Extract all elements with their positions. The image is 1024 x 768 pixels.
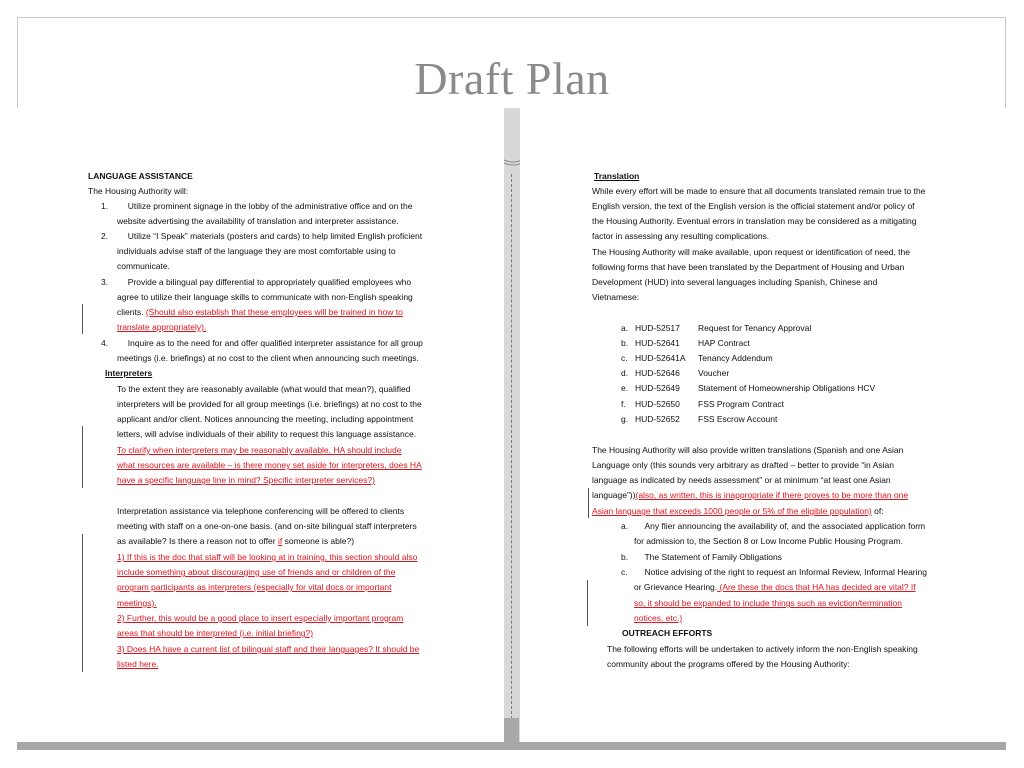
sublist-item-line: or Grievance Hearing. (Are these the docs that HA has decided are vital? If xyxy=(634,582,916,592)
paragraph-line: language”))(also, as written, this is inappropriate if there proves to be more than one xyxy=(592,490,909,500)
form-list-item: f. HUD-52650 FSS Program Contract xyxy=(621,399,784,409)
review-comment: 3) Does HA have a current list of bilingual staff and their languages? It should be xyxy=(117,644,420,654)
translation-heading: Translation xyxy=(594,171,640,181)
list-item-line: agree to utilize their language skills to communicate with non-English speaking xyxy=(117,292,413,302)
sublist-item: b. The Statement of Family Obligations xyxy=(621,552,782,562)
paragraph-line: To the extent they are reasonably available (what would that mean?), qualified xyxy=(117,384,411,394)
gutter-divider xyxy=(511,174,512,719)
review-comment: include something about discouraging use of friends and or children of the xyxy=(117,567,396,577)
review-comment: meetings). xyxy=(117,598,157,608)
review-comment: 1) If this is the doc that staff will be looking at in training, this section should also xyxy=(117,552,418,562)
paragraph-line: Asian language that exceeds 1000 people or 5% of the eligible population) of: xyxy=(592,506,884,516)
paragraph-line: meeting with staff on a one-on-one basis. (and on-site bilingual staff interpreters xyxy=(117,521,417,531)
paragraph-line: language as indicated by needs assessment” or at minimum “at least one Asian xyxy=(592,475,891,485)
paragraph-line: interpreters will be provided for all group meetings (i.e. briefings) at no cost to the xyxy=(117,399,422,409)
gutter-scroll-tab xyxy=(504,718,519,742)
change-bar xyxy=(82,426,83,488)
sublist-item: a. Any flier announcing the availability of, and the associated application form xyxy=(621,521,926,531)
list-item-line: communicate. xyxy=(117,261,170,271)
paragraph-line: the Housing Authority. Eventual errors in translation may be considered as a mitigating xyxy=(592,216,917,226)
sublist-item-line: for admission to, the Section 8 or Low Income Public Housing Program. xyxy=(634,536,903,546)
change-bar xyxy=(587,580,588,626)
paragraph-line: The Housing Authority will make available, upon request or identification of need, the xyxy=(592,247,910,257)
form-list-item: e. HUD-52649 Statement of Homeownership Obligations HCV xyxy=(621,383,876,393)
paragraph-line: factor in assessing any resulting complications. xyxy=(592,231,770,241)
right-document-page xyxy=(520,108,1006,742)
review-comment: what resources are available – is there money set aside for interpreters, does HA xyxy=(117,460,422,470)
list-item: 4. Inquire as to the need for and offer qualified interpreter assistance for all group xyxy=(101,338,423,348)
paragraph-line: The following efforts will be undertaken to actively inform the non-English speaking xyxy=(607,644,918,654)
paragraph-line: English version, the text of the English version is the official statement and/or policy of xyxy=(592,201,915,211)
review-comment: (Are these the docs that HA has decided are vital? If xyxy=(717,582,916,592)
form-list-item: g. HUD-52652 FSS Escrow Account xyxy=(621,414,778,424)
paragraph-line: community about the programs offered by the Housing Authority: xyxy=(607,659,850,669)
review-comment: Asian language that exceeds 1000 people or 5% of the eligible population) xyxy=(592,506,872,516)
intro-line: The Housing Authority will: xyxy=(88,186,189,196)
paragraph-line: letters, will advise individuals of their ability to request this language assistance. xyxy=(117,429,417,439)
review-comment: translate appropriately). xyxy=(117,322,207,332)
paragraph-line: Development (HUD) into several languages including Spanish, Chinese and xyxy=(592,277,878,287)
paragraph-line: While every effort will be made to ensure that all documents translated remain true to the xyxy=(592,186,926,196)
list-item-line: website advertising the availability of translation and interpreter assistance. xyxy=(117,216,399,226)
list-item: 1. Utilize prominent signage in the lobby of the administrative office and on the xyxy=(101,201,413,211)
review-comment: program participants as interpreters (especially for vital docs or important xyxy=(117,582,392,592)
list-item-line: meetings (i.e. briefings) at no cost to the client when announcing such meetings. xyxy=(117,353,419,363)
list-item-line: clients. (Should also establish that these employees will be trained in how to xyxy=(117,307,403,317)
review-comment: listed here. xyxy=(117,659,159,669)
form-list-item: c. HUD-52641A Tenancy Addendum xyxy=(621,353,773,363)
review-comment: 2) Further, this would be a good place to insert especially important program xyxy=(117,613,404,623)
review-comment: notices, etc.) xyxy=(634,613,683,623)
review-comment: (also, as written, this is inappropriate if there proves to be more than one xyxy=(635,490,909,500)
change-bar xyxy=(82,304,83,334)
list-item-line: individuals advise staff of the language they are most comfortable using to xyxy=(117,246,396,256)
list-item: 3. Provide a bilingual pay differential to appropriately qualified employees who xyxy=(101,277,412,287)
change-bar xyxy=(82,534,83,672)
paragraph-line: as available? Is there a reason not to offer if someone is able?) xyxy=(117,536,355,546)
left-document-page xyxy=(17,108,504,742)
language-assistance-heading: LANGUAGE ASSISTANCE xyxy=(88,171,193,181)
page-title: Draft Plan xyxy=(414,53,610,104)
paragraph-line: applicant and/or client. Notices announcing the meeting, including appointment xyxy=(117,414,414,424)
form-list-item: d. HUD-52646 Voucher xyxy=(621,368,730,378)
review-comment: (Should also establish that these employees will be trained in how to xyxy=(145,307,403,317)
sublist-item: c. Notice advising of the right to request an Informal Review, Informal Hearing xyxy=(621,567,927,577)
page-gutter xyxy=(504,108,520,742)
paragraph-line: Language only (this sounds very arbitrary as drafted – better to provide “in Asian xyxy=(592,460,894,470)
review-comment: so, it should be expanded to include things such as eviction/termination xyxy=(634,598,902,608)
bottom-bar xyxy=(17,742,1006,750)
paragraph-line: The Housing Authority will also provide written translations (Spanish and one Asian xyxy=(592,445,904,455)
change-bar xyxy=(588,488,589,518)
interpreters-heading: Interpreters xyxy=(105,368,153,378)
review-comment: To clarify when interpreters may be reasonably available, HA should include xyxy=(117,445,402,455)
paragraph-line: following forms that have been translated by the Department of Housing and Urban xyxy=(592,262,905,272)
paragraph-line: Vietnamese: xyxy=(592,292,640,302)
form-list-item: b. HUD-52641 HAP Contract xyxy=(621,338,750,348)
paragraph-line: Interpretation assistance via telephone conferencing will be offered to clients xyxy=(117,506,405,516)
outreach-heading: OUTREACH EFFORTS xyxy=(622,628,713,638)
review-comment: areas that should be interpreted (i.e. initial briefing?) xyxy=(117,628,314,638)
form-list-item: a. HUD-52517 Request for Tenancy Approval xyxy=(621,323,812,333)
review-comment: have a specific language line in mind? Specific interpreter services?) xyxy=(117,475,375,485)
list-item: 2. Utilize “I Speak” materials (posters and cards) to help limited English proficient xyxy=(101,231,423,241)
